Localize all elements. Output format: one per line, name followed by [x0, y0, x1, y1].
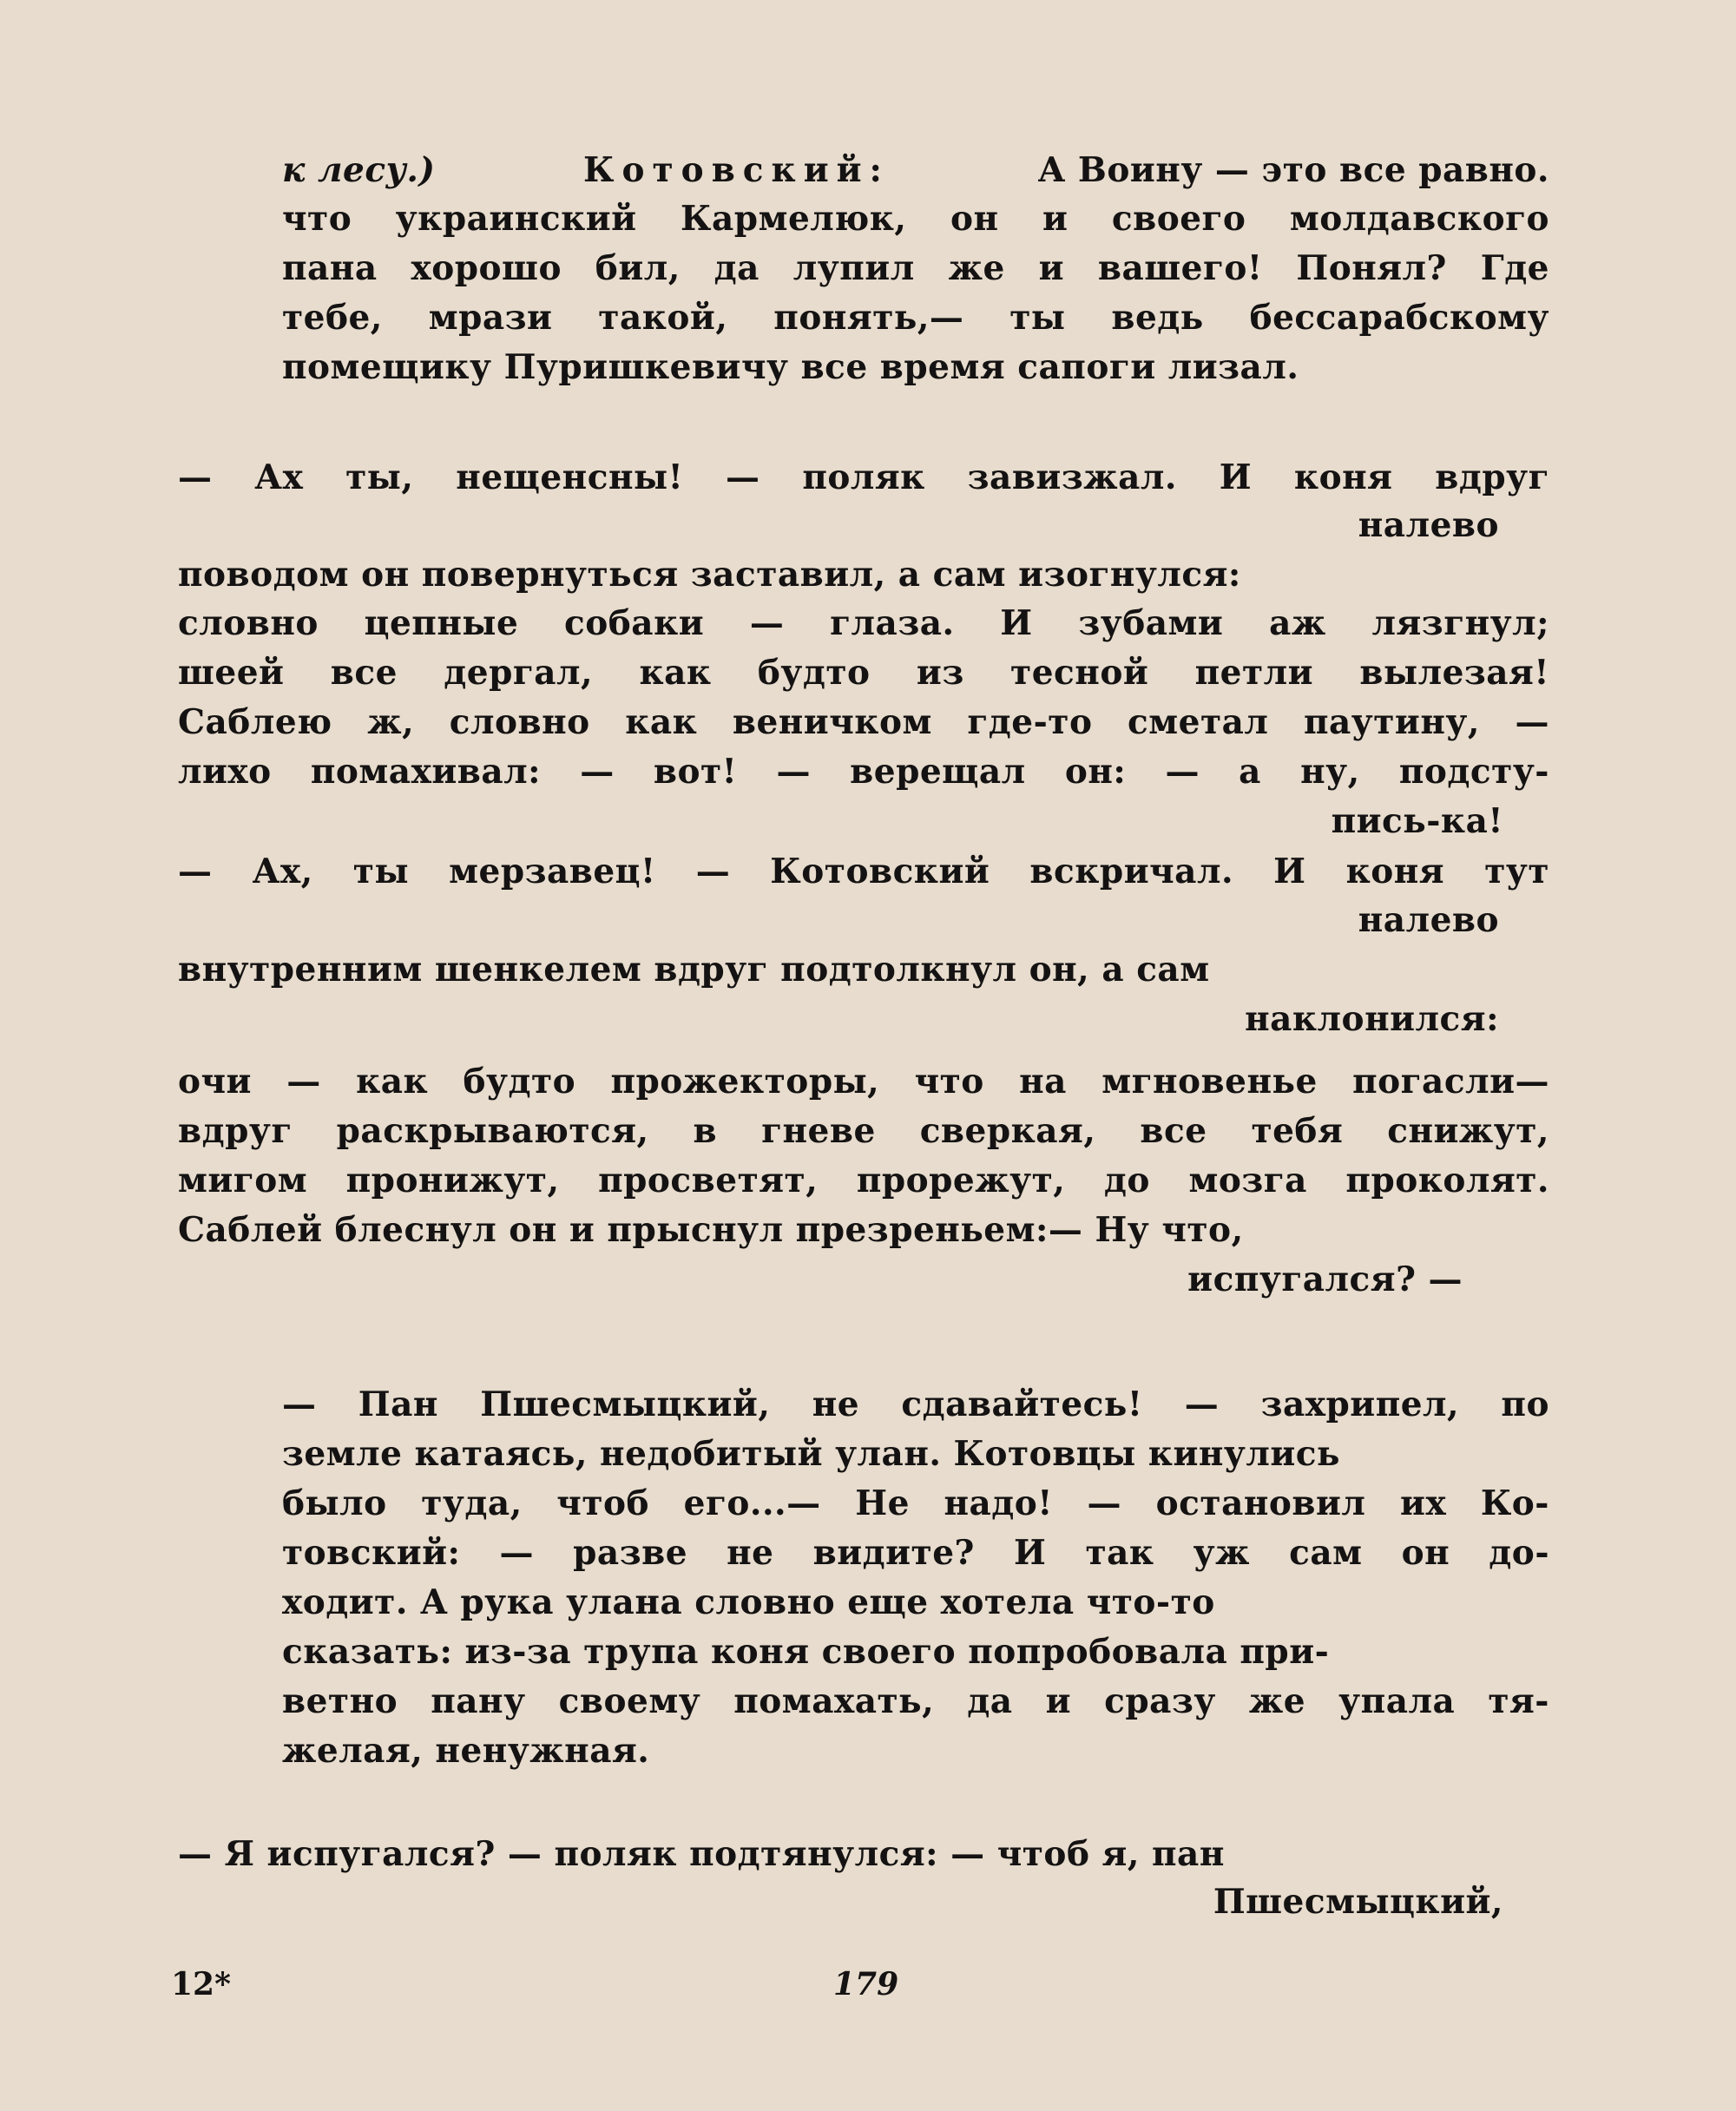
text-line: испугался? —: [1187, 1259, 1463, 1299]
text-line: шеей все дергал, как будто из тесной петли вылезая!: [178, 653, 1549, 693]
page-number: 179: [833, 1966, 899, 2002]
text-line: налево: [1358, 505, 1499, 545]
text-line: лихо помахивал: — вот! — верещал он: — а ну, подсту-: [178, 752, 1549, 792]
text-line: что украинский Кармелюк, он и своего молдавского: [282, 199, 1549, 239]
spaced-name: Котовский:: [583, 150, 890, 190]
text-line: тебе, мрази такой, понять,— ты ведь бессарабскому: [282, 298, 1549, 338]
text-line: было туда, чтоб его...— Не надо! — остановил их Ко-: [282, 1483, 1549, 1523]
text-line: мигом пронижут, просветят, прорежут, до мозга проколят.: [178, 1161, 1549, 1200]
text-line: земле катаясь, недобитый улан. Котовцы кинулись: [282, 1434, 1341, 1474]
text-line: — Я испугался? — поляк подтянулся: — чтоб я, пан: [178, 1834, 1225, 1874]
text-line: Пшесмыцкий,: [1213, 1882, 1503, 1922]
text-line: словно цепные собаки — глаза. И зубами аж лязгнул;: [178, 603, 1549, 643]
line-rest: А Воину — это все равно.: [1037, 150, 1549, 190]
text-line: наклонился:: [1245, 999, 1499, 1039]
text-line: — Пан Пшесмыцкий, не сдавайтесь! — захрипел, по: [282, 1384, 1549, 1424]
text-line: Саблею ж, словно как веничком где-то сметал паутину, —: [178, 702, 1549, 742]
text-line: Саблей блеснул он и прыснул презреньем:— Ну что,: [178, 1210, 1244, 1250]
text-line: ветно пану своему помахать, да и сразу же упала тя-: [282, 1681, 1549, 1721]
italic-fragment: к лесу.): [282, 150, 436, 190]
text-line: налево: [1358, 900, 1499, 940]
text-line: ходит. А рука улана словно еще хотела что-то: [282, 1582, 1215, 1622]
text-line: пись-ка!: [1331, 801, 1503, 841]
text-line: [282, 149, 1549, 191]
printer-signature: 12*: [171, 1966, 231, 2002]
text-line: поводом он повернуться заставил, а сам изогнулся:: [178, 555, 1241, 595]
text-line: — Ах ты, нещенсны! — поляк завизжал. И коня вдруг: [178, 457, 1549, 497]
text-line: — Ах, ты мерзавец! — Котовский вскричал. И коня тут: [178, 852, 1549, 891]
text-line: внутренним шенкелем вдруг подтолкнул он, а сам: [178, 950, 1210, 990]
text-line: сказать: из-за трупа коня своего попробовала при-: [282, 1632, 1330, 1672]
text-line: вдруг раскрываются, в гневе сверкая, все тебя снижут,: [178, 1111, 1549, 1151]
text-line: товский: — разве не видите? И так уж сам он до-: [282, 1533, 1549, 1573]
text-line: помещику Пуришкевичу все время сапоги лизал.: [282, 347, 1299, 387]
text-line: пана хорошо бил, да лупил же и вашего! Понял? Где: [282, 248, 1549, 288]
text-line: желая, ненужная.: [282, 1731, 650, 1771]
text-line: очи — как будто прожекторы, что на мгновенье погасли—: [178, 1062, 1549, 1102]
